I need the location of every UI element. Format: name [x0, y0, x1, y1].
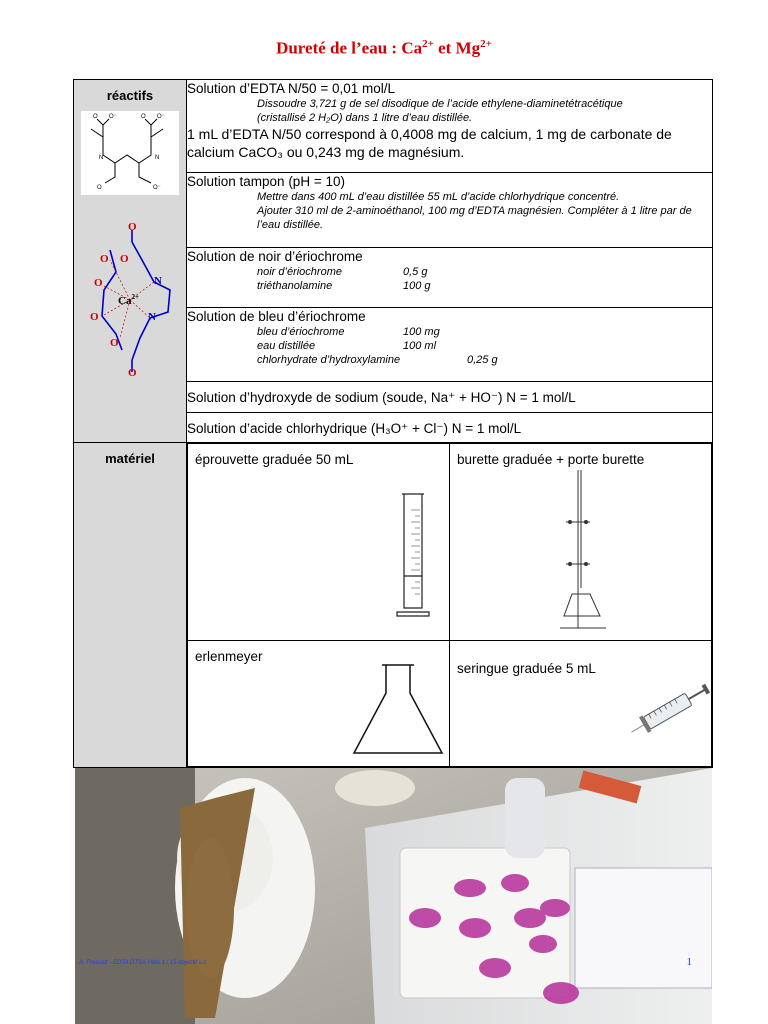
- materiel-item-label: burette graduée + porte burette: [457, 452, 645, 467]
- reactifs-column: [74, 80, 187, 443]
- svg-text:O: O: [141, 114, 146, 120]
- acide-text: Solution d’acide chlorhydrique (H₃O⁺ + Cl⁻) N = 1 mol/L: [187, 421, 522, 436]
- svg-text:O: O: [94, 277, 103, 289]
- svg-text:Ca2+: $Ca^{2+}$: [118, 293, 139, 307]
- page-number: 1: [686, 956, 692, 968]
- ca-edta-complex-image: [80, 220, 180, 380]
- materiel-item-label: seringue graduée 5 mL: [457, 661, 596, 676]
- svg-text:O: O: [110, 337, 119, 349]
- materiel-item: [450, 641, 712, 767]
- protocol-table: [73, 79, 713, 768]
- svg-text:O⁻: O⁻: [157, 114, 165, 120]
- edta-structure-image: [81, 111, 179, 195]
- materiel-column: [74, 443, 187, 768]
- svg-text:O⁻: O⁻: [153, 185, 161, 191]
- reactifs-label: réactifs: [106, 88, 154, 103]
- materiel-cell: [187, 443, 713, 768]
- noir-cell: [187, 248, 713, 308]
- svg-text:O: O: [100, 253, 109, 265]
- materiel-label: matériel: [105, 451, 155, 466]
- materiel-grid: [187, 443, 712, 767]
- materiel-item: [188, 444, 450, 641]
- svg-text:O: O: [97, 185, 102, 191]
- bleu-cell: [187, 308, 713, 382]
- edta-cell: [187, 80, 713, 173]
- edta-note-1: Dissoudre 3,721 g de sel disodique de l’acide ethylene-diaminetétracétique: [257, 98, 623, 110]
- svg-text:O: O: [128, 367, 137, 379]
- materiel-item-label: éprouvette graduée 50 mL: [195, 452, 354, 467]
- graduated-cylinder-image: [393, 488, 433, 618]
- svg-text:O: O: [90, 311, 99, 323]
- edta-equivalence: 1 mL d’EDTA N/50 correspond à 0,4008 mg de calcium, 1 mg de carbonate de calcium CaCO₃ ou 0,243 mg de magnésium.: [187, 126, 672, 160]
- soude-text: Solution d’hydroxyde de sodium (soude, Na⁺ + HO⁻) N = 1 mol/L: [187, 390, 576, 405]
- materiel-item-label: erlenmeyer: [195, 649, 263, 664]
- edta-note-2: (cristallisé 2 H₂O) dans 1 litre d’eau distillée.: [257, 112, 473, 124]
- syringe-image: [620, 671, 720, 751]
- bleu-heading: Solution de bleu d’ériochrome: [187, 309, 366, 324]
- tampon-note-1: Mettre dans 400 mL d’eau distillée 55 mL d’acide chlorhydrique concentré.: [257, 191, 620, 203]
- page-title: Dureté de l’eau : $Ca^{2+}$ et $Mg^{2+}$: [276, 38, 492, 58]
- noir-row: noir d’ériochrome 0,5 g: [257, 266, 428, 278]
- svg-text:O⁻: O⁻: [109, 114, 117, 120]
- tampon-note-2: Ajouter 310 ml de 2-aminoéthanol, 100 mg d’EDTA magnésien. Compléter à 1 litre par de l’eau distillée.: [257, 205, 692, 231]
- lab-photo-image: [75, 768, 712, 1024]
- footer-text: A. Fressez - EDTA DTSA Hdla 1 / 15 objectif s.c: [79, 960, 207, 966]
- bleu-row: bleu d’ériochrome 100 mg: [257, 326, 440, 338]
- edta-heading: Solution d’EDTA N/50 = 0,01 mol/L: [187, 81, 395, 96]
- svg-text:N: N: [99, 155, 104, 161]
- tampon-cell: [187, 173, 713, 248]
- svg-text:O: O: [120, 253, 129, 265]
- lab-photo: [75, 768, 712, 1024]
- svg-text:O: O: [128, 221, 137, 233]
- materiel-item: [450, 444, 712, 641]
- svg-text:N: N: [155, 155, 160, 161]
- tampon-heading: Solution tampon (pH = 10): [187, 174, 345, 189]
- noir-heading: Solution de noir d’ériochrome: [187, 249, 363, 264]
- materiel-item: [188, 641, 450, 767]
- noir-row: triéthanolamine 100 g: [257, 280, 431, 292]
- bleu-row: eau distillée 100 ml: [257, 340, 437, 352]
- svg-text:N: N: [154, 275, 162, 287]
- soude-cell: [187, 382, 713, 413]
- acide-cell: [187, 413, 713, 443]
- svg-text:N: N: [148, 311, 156, 323]
- erlenmeyer-image: [348, 661, 448, 761]
- svg-text:O: O: [93, 114, 98, 120]
- burette-image: [558, 468, 608, 638]
- bleu-row: chlorhydrate d’hydroxylamine 0,25 g: [257, 354, 498, 366]
